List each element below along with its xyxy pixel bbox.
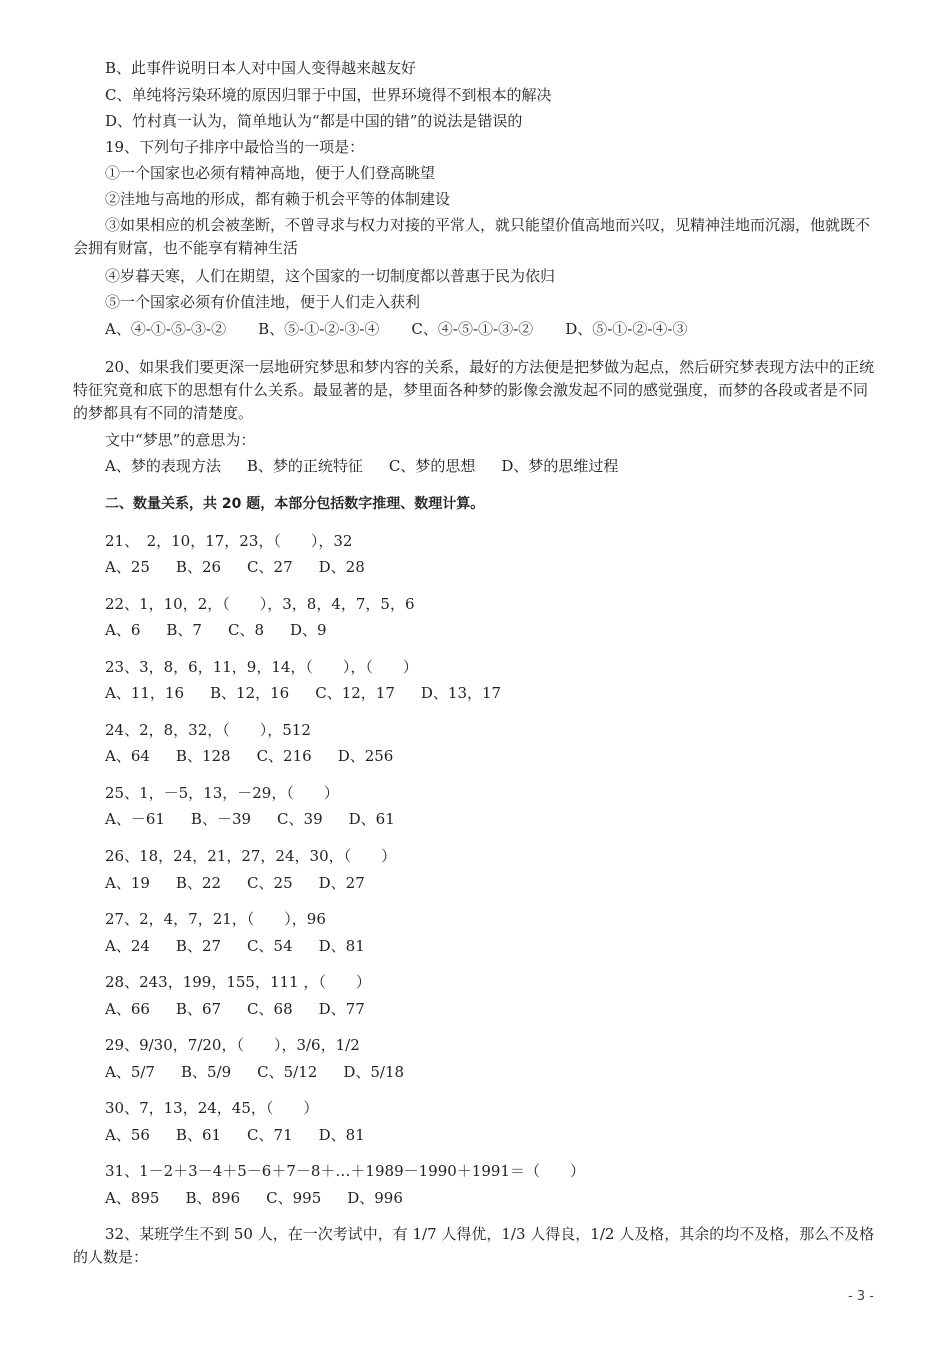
q21-option-d: D、28 [318, 558, 365, 576]
q26-option-b: B、22 [175, 874, 222, 892]
q21-option-a: A、25 [105, 558, 150, 576]
q26-options [105, 873, 391, 893]
q29-options [105, 1062, 430, 1082]
q19-sentence-1: ①一个国家也必须有精神高地，便于人们登高眺望 [105, 164, 436, 182]
q20-stem-block [73, 356, 878, 425]
q21-option-b: B、26 [175, 558, 222, 576]
q20-option-c: C、梦的思想 [388, 457, 476, 475]
q31-option-d: D、996 [347, 1189, 403, 1207]
q19-option-d: D、⑤-①-②-④-③ [565, 320, 688, 338]
q19-option-a: A、④-①-⑤-③-② [105, 320, 227, 338]
q24-stem: 24、2，8，32，（ ），512 [105, 721, 311, 739]
q26-stem: 26、18，24，21，27，24，30，（ ） [105, 847, 397, 865]
q24-option-d: D、256 [337, 747, 394, 765]
q23-option-c: C、12，17 [315, 684, 395, 702]
q22-option-c: C、8 [227, 621, 264, 639]
q30-option-c: C、71 [247, 1126, 293, 1144]
section-2-title: 二、数量关系，共 20 题，本部分包括数字推理、数理计算。 [105, 496, 485, 512]
q24-option-c: C、216 [256, 747, 312, 765]
q18-option-c: C、单纯将污染环境的原因归罪于中国，世界环境得不到根本的解决 [105, 86, 552, 104]
q32-stem: 32、某班学生不到 50 人，在一次考试中，有 1/7 人得优，1/3 人得良，1/2 人及格，其余的均不及格，那么不及格的人数是： [73, 1225, 875, 1266]
q29-option-d: D、5/18 [343, 1063, 405, 1081]
q20-option-d: D、梦的思维过程 [501, 457, 619, 475]
q20-options [105, 456, 644, 476]
q27-option-d: D、81 [318, 937, 365, 955]
q26-option-a: A、19 [105, 874, 150, 892]
q25-option-b: B、－39 [190, 810, 252, 828]
q31-stem: 31、1－2＋3－4＋5－6＋7－8＋…＋1989－1990＋1991＝（ ） [105, 1162, 585, 1180]
q31-options [105, 1188, 429, 1208]
q19-sentence-3 [73, 214, 878, 260]
q28-option-d: D、77 [318, 1000, 365, 1018]
q27-stem: 27、2，4，7，21，（ ），96 [105, 910, 326, 928]
q31-option-a: A、895 [105, 1189, 160, 1207]
q19-stem: 19、下列句子排序中最恰当的一项是： [105, 138, 365, 156]
q30-stem: 30、7，13，24，45，（ ） [105, 1099, 319, 1117]
q19-sentence-5: ⑤一个国家必须有价值洼地，便于人们走入获利 [105, 293, 421, 311]
q20-stem: 20、如果我们要更深一层地研究梦思和梦内容的关系，最好的方法便是把梦做为起点，然后研究梦表现方法中的正统特征究竟和底下的思想有什么关系。最显著的是，梦里面各种梦的影像会激发起不同的感觉强度，而梦的各段或者是不同的梦都具有不同的清楚度。 [73, 358, 875, 422]
q25-option-d: D、61 [348, 810, 395, 828]
q25-option-c: C、39 [277, 810, 323, 828]
q28-option-b: B、67 [175, 1000, 222, 1018]
q31-option-c: C、995 [266, 1189, 322, 1207]
q27-option-c: C、54 [247, 937, 293, 955]
q18-option-b: B、此事件说明日本人对中国人变得越来越友好 [105, 59, 417, 77]
q20-option-a: A、梦的表现方法 [105, 457, 221, 475]
q19-option-b: B、⑤-①-②-③-④ [258, 320, 380, 338]
q30-option-d: D、81 [318, 1126, 365, 1144]
q27-options [105, 936, 391, 956]
q23-option-d: D、13，17 [420, 684, 502, 702]
q22-option-b: B、7 [166, 621, 202, 639]
q29-option-a: A、5/7 [105, 1063, 155, 1081]
q22-options [105, 620, 353, 640]
q19-sentence-3-text: ③如果相应的机会被垄断，不曾寻求与权力对接的平常人，就只能望价值高地而兴叹，见精神洼地而沉溺，他就既不会拥有财富，也不能享有精神生活 [73, 216, 871, 257]
q28-options [105, 999, 391, 1019]
q27-option-a: A、24 [105, 937, 150, 955]
q31-option-b: B、896 [185, 1189, 241, 1207]
q22-option-d: D、9 [290, 621, 327, 639]
q23-options [105, 683, 527, 703]
q21-stem: 21、 2，10，17，23，（ ），32 [105, 532, 353, 550]
q25-stem: 25、1，－5，13，－29，（ ） [105, 784, 339, 802]
q19-sentence-2: ②洼地与高地的形成，都有赖于机会平等的体制建设 [105, 190, 451, 208]
q22-stem: 22、1，10，2，（ ），3，8，4，7，5，6 [105, 595, 415, 613]
q28-stem: 28、243，199，155，111 ，（ ） [105, 973, 371, 991]
q18-option-d: D、竹村真一认为，简单地认为“都是中国的错”的说法是错误的 [105, 112, 523, 130]
q24-option-b: B、128 [175, 747, 231, 765]
q26-option-c: C、25 [247, 874, 293, 892]
q23-stem: 23、3，8，6，11，9，14，（ ），（ ） [105, 658, 418, 676]
q32-block [73, 1223, 878, 1269]
q19-option-c: C、④-⑤-①-③-② [411, 320, 534, 338]
q25-options [105, 809, 421, 829]
q24-option-a: A、64 [105, 747, 150, 765]
q27-option-b: B、27 [175, 937, 222, 955]
q23-option-a: A、11，16 [105, 684, 185, 702]
q24-options [105, 746, 419, 766]
q30-option-b: B、61 [175, 1126, 222, 1144]
q29-option-b: B、5/9 [180, 1063, 232, 1081]
q28-option-c: C、68 [247, 1000, 293, 1018]
q30-option-a: A、56 [105, 1126, 150, 1144]
q21-option-c: C、27 [247, 558, 293, 576]
q30-options [105, 1125, 391, 1145]
page-number: - 3 - [848, 1289, 874, 1304]
q20-question: 文中“梦思”的意思为： [105, 431, 256, 449]
q19-options [105, 319, 714, 339]
q29-option-c: C、5/12 [257, 1063, 318, 1081]
q19-sentence-4: ④岁暮天寒，人们在期望，这个国家的一切制度都以普惠于民为依归 [105, 267, 556, 285]
q22-option-a: A、6 [105, 621, 141, 639]
q26-option-d: D、27 [318, 874, 365, 892]
q29-stem: 29、9/30，7/20，（ ），3/6，1/2 [105, 1036, 360, 1054]
q23-option-b: B、12，16 [210, 684, 290, 702]
q28-option-a: A、66 [105, 1000, 150, 1018]
q21-options [105, 557, 391, 577]
q20-option-b: B、梦的正统特征 [246, 457, 363, 475]
q25-option-a: A、－61 [105, 810, 165, 828]
